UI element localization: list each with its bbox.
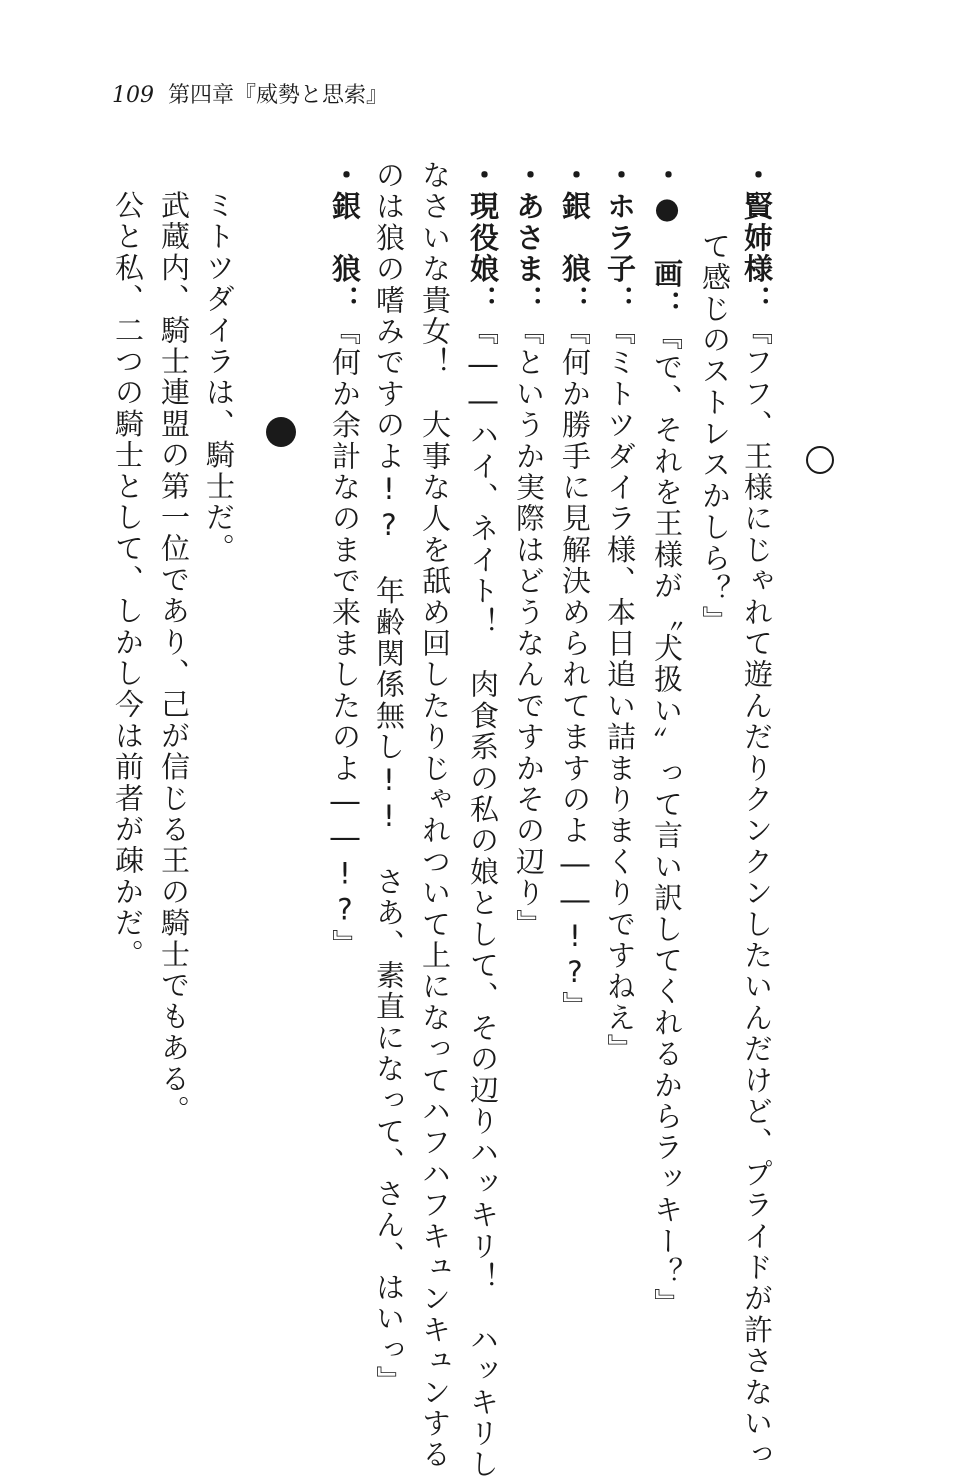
dialogue-text: 『何か余計なのまで来ましたのよ――!?』 [328,316,362,960]
dialogue-line-6 [512,160,546,940]
speaker-label: ・あさま： [512,160,546,316]
dialogue-text: 『というか実際はどうなんですかその辺り』 [512,316,546,940]
dialogue-text: 『ミトツダイラ様、本日追い詰まりまくりですねえ』 [603,316,637,1065]
dialogue-line-3 [650,160,684,1320]
dialogue-line-4 [603,160,637,1065]
speaker-label: ・● 画： [650,160,684,321]
speaker-label: ・賢姉様： [740,160,774,316]
chapter-title: 第四章『威勢と思索』 [168,83,389,108]
page-header [112,78,388,109]
filled-circle-mark [266,417,296,447]
speaker-label: ・現役娘： [466,160,500,316]
dialogue-text: 『何か勝手に見解決められてますのよ――!?』 [558,316,592,1023]
page-number: 109 [112,83,154,108]
dialogue-line-2 [698,231,732,637]
narration-line-3: 公と私、二つの騎士として、しかし今は前者が疎かだ。 [111,190,145,970]
open-circle-mark [806,446,834,474]
dialogue-line-5 [558,160,592,1023]
narration-line-1: ミトツダイラは、騎士だ。 [202,190,236,565]
speaker-label: ・銀 狼： [558,160,592,316]
dialogue-line-10 [328,160,362,960]
speaker-label: ・ホラ子： [603,160,637,316]
dialogue-text: のは狼の嗜みですのよ!? 年齢関係無し!! さあ、素直になって、さん、はいっ』 [372,160,406,1397]
dialogue-line-9 [372,160,406,1397]
dialogue-text: て感じのストレスかしら？』 [698,231,732,637]
dialogue-line-8 [418,160,452,1471]
dialogue-text: なさいな貴女！ 大事な人を舐め回したりじゃれついて上になってハフハフキュンキュンする [418,160,452,1471]
speaker-label: ・銀 狼： [328,160,362,316]
dialogue-line-1 [740,160,774,1471]
dialogue-text: 『で、それを王様が〝犬扱い〟って言い訳してくれるからラッキー？』 [650,321,684,1320]
dialogue-line-7 [466,160,500,1480]
narration-line-2: 武蔵内、騎士連盟の第一位であり、己が信じる王の騎士でもある。 [157,190,191,1126]
dialogue-text: 『――ハイ、ネイト！ 肉食系の私の娘として、その辺りハッキリ！ ハッキリし [466,316,500,1480]
dialogue-text: 『フフ、王様にじゃれて遊んだりクンクンしたいんだけど、プライドが許さないっ [740,316,774,1471]
